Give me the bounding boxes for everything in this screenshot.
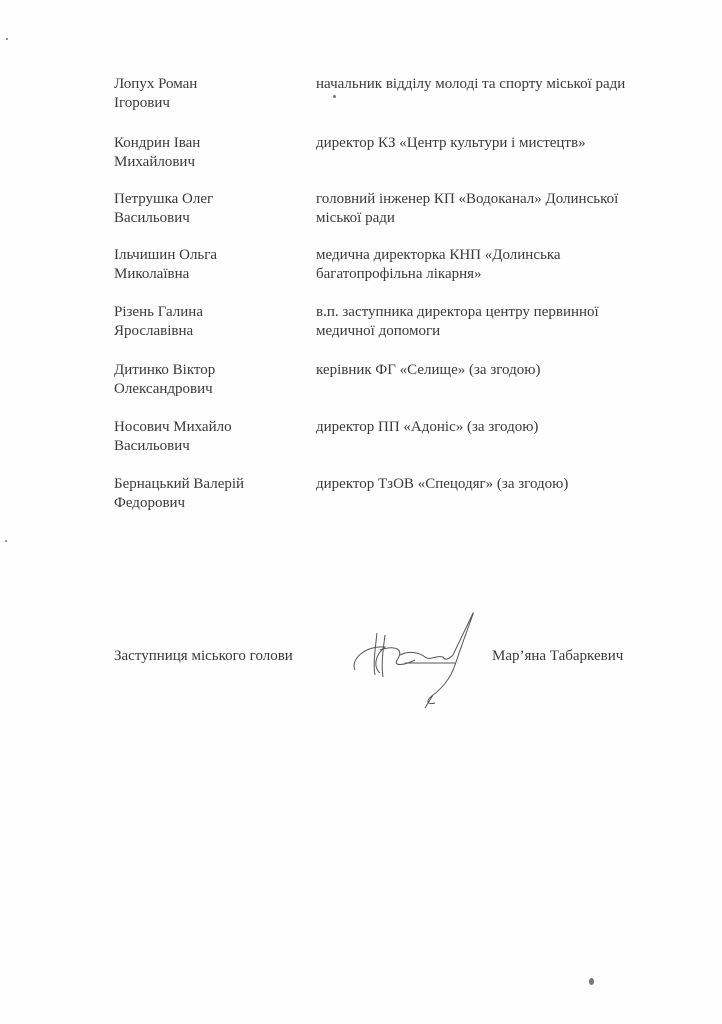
- member-role: [316, 190, 696, 228]
- signatory-name: Мар’яна Табаркевич: [492, 648, 624, 664]
- member-role: [316, 303, 696, 341]
- member-role: [316, 475, 696, 494]
- handwritten-signature: [345, 605, 485, 715]
- name-line: Дитинко Віктор: [114, 362, 216, 378]
- name-line: Федорович: [114, 495, 186, 511]
- name-line: Бернацький Валерій: [114, 476, 245, 492]
- role-line: директор ТзОВ «Спецодяг» (за згодою): [316, 476, 569, 492]
- member-name: [114, 134, 294, 172]
- name-line: Лопух Роман: [114, 76, 198, 92]
- role-line: в.п. заступника директора центру первинної: [316, 304, 599, 320]
- scan-speck: [6, 38, 8, 40]
- member-name: [114, 190, 294, 228]
- name-line: Олександрович: [114, 381, 213, 397]
- member-name: [114, 246, 294, 284]
- name-line: Петрушка Олег: [114, 191, 214, 207]
- name-line: Ярославівна: [114, 323, 194, 339]
- role-line: директор КЗ «Центр культури і мистецтв»: [316, 135, 586, 151]
- member-role: [316, 361, 696, 380]
- name-line: Миколаївна: [114, 266, 190, 282]
- scan-speck: [5, 540, 7, 542]
- member-name: [114, 418, 294, 456]
- member-role: [316, 75, 696, 94]
- member-name: [114, 303, 294, 341]
- role-line: медична директорка КНП «Долинська: [316, 247, 561, 263]
- member-role: [316, 418, 696, 437]
- member-name: [114, 75, 294, 113]
- name-line: Михайлович: [114, 154, 195, 170]
- name-line: Різень Галина: [114, 304, 203, 320]
- name-line: Кондрин Іван: [114, 135, 201, 151]
- role-line: головний інженер КП «Водоканал» Долинської: [316, 191, 619, 207]
- name-line: Васильович: [114, 438, 190, 454]
- role-line: керівник ФГ «Селище» (за згодою): [316, 362, 541, 378]
- role-line: директор ПП «Адоніс» (за згодою): [316, 419, 539, 435]
- member-name: [114, 475, 294, 513]
- name-line: Ільчишин Ольга: [114, 247, 218, 263]
- signatory-title: Заступниця міського голови: [114, 648, 293, 664]
- member-role: [316, 134, 696, 153]
- scan-speck: [589, 978, 594, 985]
- member-role: [316, 246, 696, 284]
- scan-speck: [333, 95, 336, 98]
- role-line: міської ради: [316, 210, 395, 226]
- member-name: [114, 361, 294, 399]
- role-line: медичної допомоги: [316, 323, 441, 339]
- name-line: Ігорович: [114, 95, 170, 111]
- role-line: начальник відділу молоді та спорту міської ради: [316, 76, 626, 92]
- name-line: Васильович: [114, 210, 190, 226]
- role-line: багатопрофільна лікарня»: [316, 266, 482, 282]
- name-line: Носович Михайло: [114, 419, 232, 435]
